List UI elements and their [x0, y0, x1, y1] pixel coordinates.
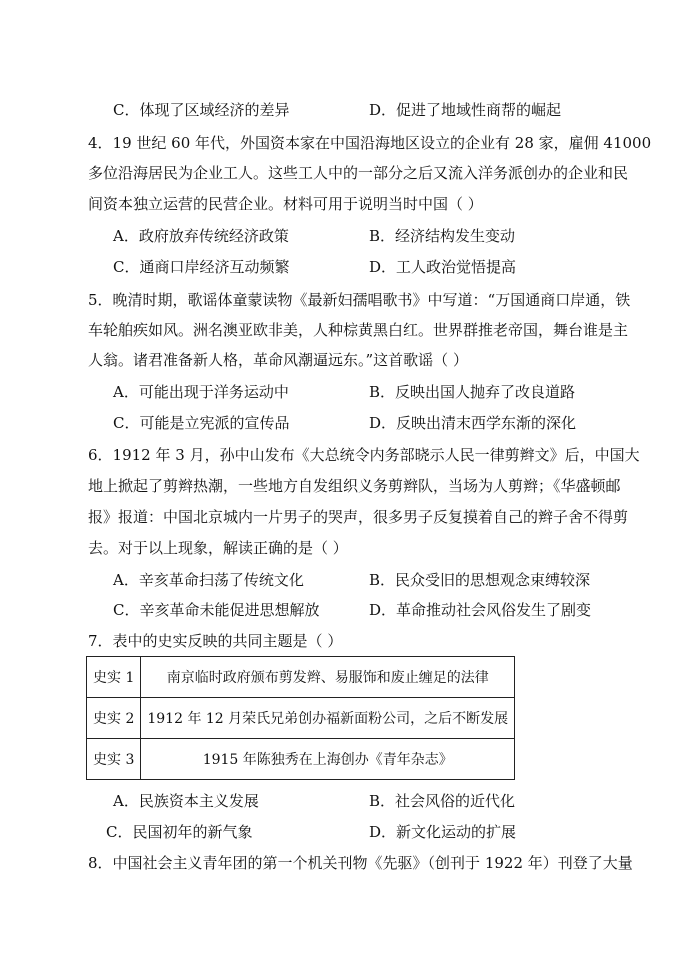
- q4-option-b[interactable]: B．经济结构发生变动: [369, 227, 516, 245]
- q6-option-a[interactable]: A．辛亥革命扫荡了传统文化: [113, 571, 304, 589]
- q4-option-d[interactable]: D．工人政治觉悟提高: [369, 258, 517, 276]
- q5-option-c[interactable]: C．可能是立宪派的宣传品: [113, 414, 290, 432]
- q6-option-c[interactable]: C．辛亥革命未能促进思想解放: [113, 601, 320, 619]
- historical-facts-table: [86, 656, 515, 780]
- q7-option-c[interactable]: C．民国初年的新气象: [106, 823, 253, 841]
- q5-option-d[interactable]: D．反映出清末西学东渐的深化: [369, 414, 577, 432]
- table-row: [87, 657, 515, 698]
- q5-stem-line-1: 5．晚清时期，歌谣体童蒙读物《最新妇孺唱歌书》中写道：“万国通商口岸通，铁: [88, 291, 631, 309]
- table-row: [87, 698, 515, 739]
- q7-option-a[interactable]: A．民族资本主义发展: [113, 792, 259, 810]
- fact-content: 南京临时政府颁布剪发辫、易服饰和废止缠足的法律: [141, 657, 515, 698]
- q5-stem-line-2: 车轮舶疾如风。洲名澳亚欧非美，人种棕黄黑白红。世界群推老帝国，舞台谁是主: [88, 321, 629, 339]
- fact-label: 史实 3: [87, 739, 141, 780]
- q5-option-b[interactable]: B．反映出国人抛弃了改良道路: [369, 383, 576, 401]
- q7-stem: 7．表中的史实反映的共同主题是（ ）: [88, 632, 343, 650]
- q4-stem-line-1: 4．19 世纪 60 年代，外国资本家在中国沿海地区设立的企业有 28 家，雇佣 41000: [88, 134, 652, 152]
- q6-stem-line-2: 地上掀起了剪辫热潮，一些地方自发组织义务剪辫队，当场为人剪辫；《华盛顿邮: [88, 477, 621, 495]
- fact-label: 史实 2: [87, 698, 141, 739]
- q8-stem-line-1: 8．中国社会主义青年团的第一个机关刊物《先驱》（创刊于 1922 年）刊登了大量: [88, 854, 633, 872]
- table-row: [87, 739, 515, 780]
- q6-stem-line-4: 去。对于以上现象，解读正确的是（ ）: [88, 539, 348, 557]
- q4-option-c[interactable]: C．通商口岸经济互动频繁: [113, 258, 290, 276]
- q5-option-a[interactable]: A．可能出现于洋务运动中: [113, 383, 289, 401]
- q7-option-b[interactable]: B．社会风俗的近代化: [369, 792, 516, 810]
- q7-option-d[interactable]: D．新文化运动的扩展: [369, 823, 517, 841]
- q6-stem-line-1: 6．1912 年 3 月，孙中山发布《大总统令内务部晓示人民一律剪辫文》后，中国大: [88, 446, 640, 464]
- q4-option-a[interactable]: A．政府放弃传统经济政策: [113, 227, 289, 245]
- q6-option-b[interactable]: B．民众受旧的思想观念束缚较深: [369, 571, 591, 589]
- fact-label: 史实 1: [87, 657, 141, 698]
- fact-content: 1915 年陈独秀在上海创办《青年杂志》: [141, 739, 515, 780]
- q3-option-d[interactable]: D．促进了地域性商帮的崛起: [369, 101, 562, 119]
- q6-stem-line-3: 报》报道：中国北京城内一片男子的哭声，很多男子反复摸着自己的辫子舍不得剪: [88, 508, 629, 526]
- q6-option-d[interactable]: D．革命推动社会风俗发生了剧变: [369, 601, 592, 619]
- q4-stem-line-2: 多位沿海居民为企业工人。这些工人中的一部分之后又流入洋务派创办的企业和民: [88, 164, 629, 182]
- fact-content: 1912 年 12 月荣氏兄弟创办福新面粉公司，之后不断发展: [141, 698, 515, 739]
- q4-stem-line-3: 间资本独立运营的民营企业。材料可用于说明当时中国（ ）: [88, 195, 483, 213]
- q5-stem-line-3: 人翁。诸君准备新人格，革命风潮逼远东。”这首歌谣（ ）: [88, 351, 468, 369]
- q3-option-c[interactable]: C．体现了区域经济的差异: [113, 101, 290, 119]
